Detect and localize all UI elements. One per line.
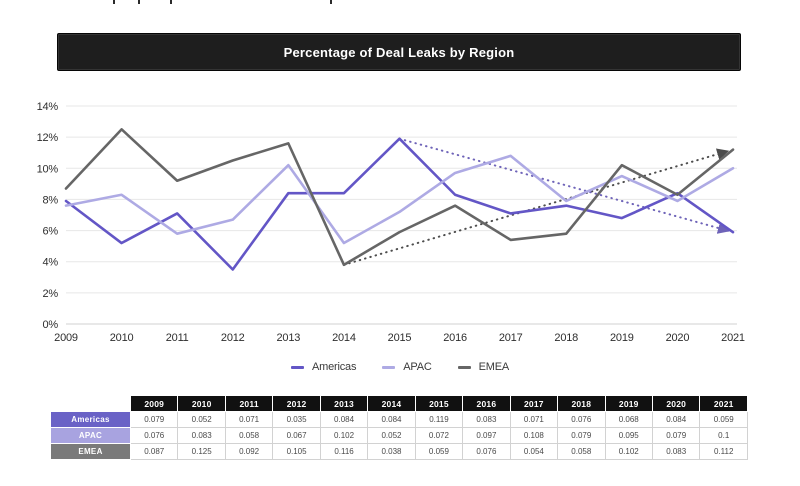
x-axis-tick-label: 2014 [332,332,356,344]
series-line-emea [66,129,733,264]
x-axis-tick-label: 2009 [54,332,78,344]
table-value-cell: 0.071 [225,412,272,428]
table-year-header: 2014 [368,396,415,412]
x-axis-tick-label: 2012 [220,332,245,344]
x-axis-tick-label: 2016 [443,332,467,344]
table-row-label: APAC [51,428,131,444]
table-value-cell: 0.079 [131,412,178,428]
table-year-header: 2019 [605,396,652,412]
table-value-cell: 0.079 [652,428,699,444]
y-axis-tick-label: 4% [42,256,58,269]
trend-arrow-americas [400,139,728,231]
table-value-cell: 0.108 [510,428,557,444]
legend-label: EMEA [478,361,509,373]
table-year-header: 2012 [273,396,320,412]
table-value-cell: 0.058 [225,428,272,444]
table-value-cell: 0.102 [320,428,367,444]
table-value-cell: 0.035 [273,412,320,428]
table-value-cell: 0.052 [178,412,225,428]
table-value-cell: 0.076 [558,412,605,428]
table-value-cell: 0.076 [131,428,178,444]
x-axis-tick-label: 2015 [387,332,412,344]
x-axis-tick-label: 2019 [609,332,634,344]
table-value-cell: 0.083 [652,444,699,460]
table-value-cell: 0.1 [700,428,748,444]
table-row-label: EMEA [51,444,131,460]
table-value-cell: 0.054 [510,444,557,460]
table-value-cell: 0.092 [225,444,272,460]
x-axis-tick-label: 2018 [554,332,579,344]
table-row-emea [51,444,748,460]
table-year-header: 2020 [652,396,699,412]
table-year-header: 2017 [510,396,557,412]
x-axis-tick-label: 2020 [665,332,690,344]
table-value-cell: 0.071 [510,412,557,428]
table-value-cell: 0.084 [368,412,415,428]
table-value-cell: 0.068 [605,412,652,428]
table-corner-cell [51,396,131,412]
y-axis-tick-label: 2% [42,287,58,300]
table-value-cell: 0.112 [700,444,748,460]
legend-label: Americas [312,361,357,373]
legend-label: APAC [403,361,432,373]
table-value-cell: 0.038 [368,444,415,460]
table-value-cell: 0.052 [368,428,415,444]
table-row-americas [51,412,748,428]
table-year-header: 2013 [320,396,367,412]
table-value-cell: 0.083 [463,412,510,428]
table-value-cell: 0.076 [463,444,510,460]
chart-title: Percentage of Deal Leaks by Region [283,44,515,60]
table-year-header: 2011 [225,396,272,412]
x-axis-tick-label: 2017 [498,332,523,344]
table-value-cell: 0.119 [415,412,462,428]
table-value-cell: 0.059 [415,444,462,460]
chart-legend [0,361,800,373]
legend-swatch-icon [382,366,395,369]
table-value-cell: 0.102 [605,444,652,460]
legend-swatch-icon [458,366,471,369]
legend-item-apac [382,361,431,373]
table-year-header: 2015 [415,396,462,412]
table-value-cell: 0.097 [463,428,510,444]
table-value-cell: 0.084 [320,412,367,428]
table-year-header: 2009 [131,396,178,412]
table-row-label: Americas [51,412,131,428]
y-axis-tick-label: 14% [36,101,58,113]
legend-swatch-icon [291,366,304,369]
x-axis-tick-label: 2010 [109,332,134,344]
table-value-cell: 0.084 [652,412,699,428]
y-axis-tick-label: 12% [36,132,58,145]
table-value-cell: 0.087 [131,444,178,460]
table-value-cell: 0.116 [320,444,367,460]
table-value-cell: 0.072 [415,428,462,444]
deal-leaks-data-table [50,395,748,460]
table-year-header: 2018 [558,396,605,412]
table-value-cell: 0.105 [273,444,320,460]
table-header-row [51,396,748,412]
x-axis-tick-label: 2013 [276,332,301,344]
y-axis-tick-label: 10% [36,163,58,176]
y-axis-tick-label: 6% [42,225,58,238]
y-axis-tick-label: 8% [42,194,58,207]
table-value-cell: 0.083 [178,428,225,444]
table-year-header: 2021 [700,396,748,412]
table-value-cell: 0.058 [558,444,605,460]
x-axis-tick-label: 2011 [165,332,189,344]
x-axis-tick-label: 2021 [721,332,745,344]
table-value-cell: 0.067 [273,428,320,444]
table-value-cell: 0.125 [178,444,225,460]
y-axis-tick-label: 0% [42,319,58,331]
table-row-apac [51,428,748,444]
table-year-header: 2016 [463,396,510,412]
table-value-cell: 0.095 [605,428,652,444]
table-year-header: 2010 [178,396,225,412]
legend-item-emea [458,361,509,373]
legend-item-americas [291,361,356,373]
table-value-cell: 0.079 [558,428,605,444]
table-value-cell: 0.059 [700,412,748,428]
